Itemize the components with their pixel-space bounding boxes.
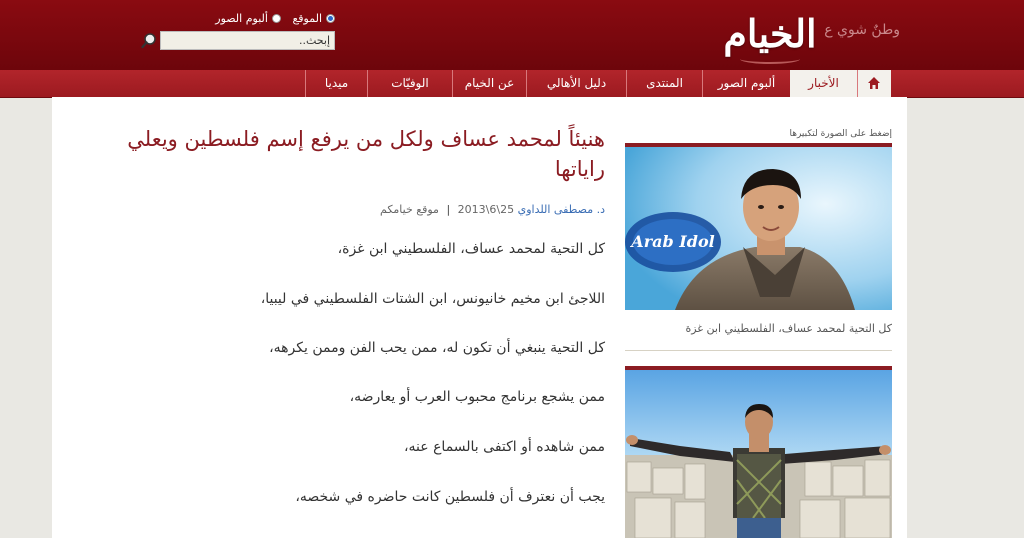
radio-site-label: الموقع	[292, 12, 322, 25]
radio-site[interactable]	[292, 12, 335, 25]
site-logo[interactable]: الخيام	[723, 11, 817, 56]
article-paragraph: كل التحية ينبغي أن تكون له، ممن يحب الفن وممن يكرهه،	[269, 340, 605, 356]
nav-residents-guide[interactable]: دليل الأهالي	[526, 70, 626, 97]
radio-album[interactable]	[215, 12, 281, 25]
nav-obituaries[interactable]: الوفيّات	[367, 70, 452, 97]
article-title[interactable]: هنيئاً لمحمد عساف ولكل من يرفع إسم فلسطين ويعلي راياتها	[127, 127, 605, 181]
site-slogan: وطنٌ شوي ع	[824, 22, 900, 38]
article-photo-rooftop[interactable]	[625, 370, 892, 538]
arab-idol-logo-text: Arab Idol	[631, 232, 715, 251]
radio-album-label: ألبوم الصور	[215, 12, 268, 25]
home-icon	[857, 70, 891, 97]
article-paragraph: يجب أن نعترف أن فلسطين كانت حاضره في شخصه،	[295, 489, 605, 505]
article-paragraph: اللاجئ ابن مخيم خانيونس، ابن الشتات الفلسطيني في ليبيا،	[260, 291, 605, 307]
photo-caption: كل التحية لمحمد عساف، الفلسطيني ابن غزة	[685, 322, 892, 335]
search-input[interactable]	[160, 31, 335, 50]
article-paragraph: ممن يشجع برنامج محبوب العرب أو يعارضه،	[349, 389, 605, 405]
caption-divider	[625, 350, 892, 351]
meta-separator: |	[446, 203, 451, 216]
nav-media[interactable]: ميديا	[305, 70, 367, 97]
site-header	[0, 0, 1024, 70]
enlarge-hint: إضغط على الصورة لتكبيرها	[789, 129, 892, 139]
article-paragraph: ممن شاهده أو اكتفى بالسماع عنه،	[404, 439, 605, 455]
article-paragraph: كل التحية لمحمد عساف، الفلسطيني ابن غزة،	[337, 241, 605, 257]
article-author[interactable]: د. مصطفى اللداوي	[517, 203, 605, 216]
nav-forum[interactable]: المنتدى	[626, 70, 702, 97]
search-scope-radio-group	[205, 12, 335, 28]
nav-home[interactable]	[857, 70, 891, 97]
radio-site-dot[interactable]	[326, 14, 335, 23]
nav-about-khiam[interactable]: عن الخيام	[452, 70, 526, 97]
nav-photo-album[interactable]: ألبوم الصور	[702, 70, 790, 97]
article-photo-portrait[interactable]	[625, 147, 892, 310]
article-meta	[300, 203, 605, 217]
radio-album-dot[interactable]	[272, 14, 281, 23]
article-source: موقع خيامكم	[380, 203, 439, 216]
nav-news[interactable]: الأخبار	[790, 70, 857, 97]
logo-swoosh	[740, 54, 800, 64]
article-date: 25\6\2013	[457, 203, 515, 216]
search-icon[interactable]	[140, 31, 158, 50]
main-nav	[0, 70, 1024, 98]
